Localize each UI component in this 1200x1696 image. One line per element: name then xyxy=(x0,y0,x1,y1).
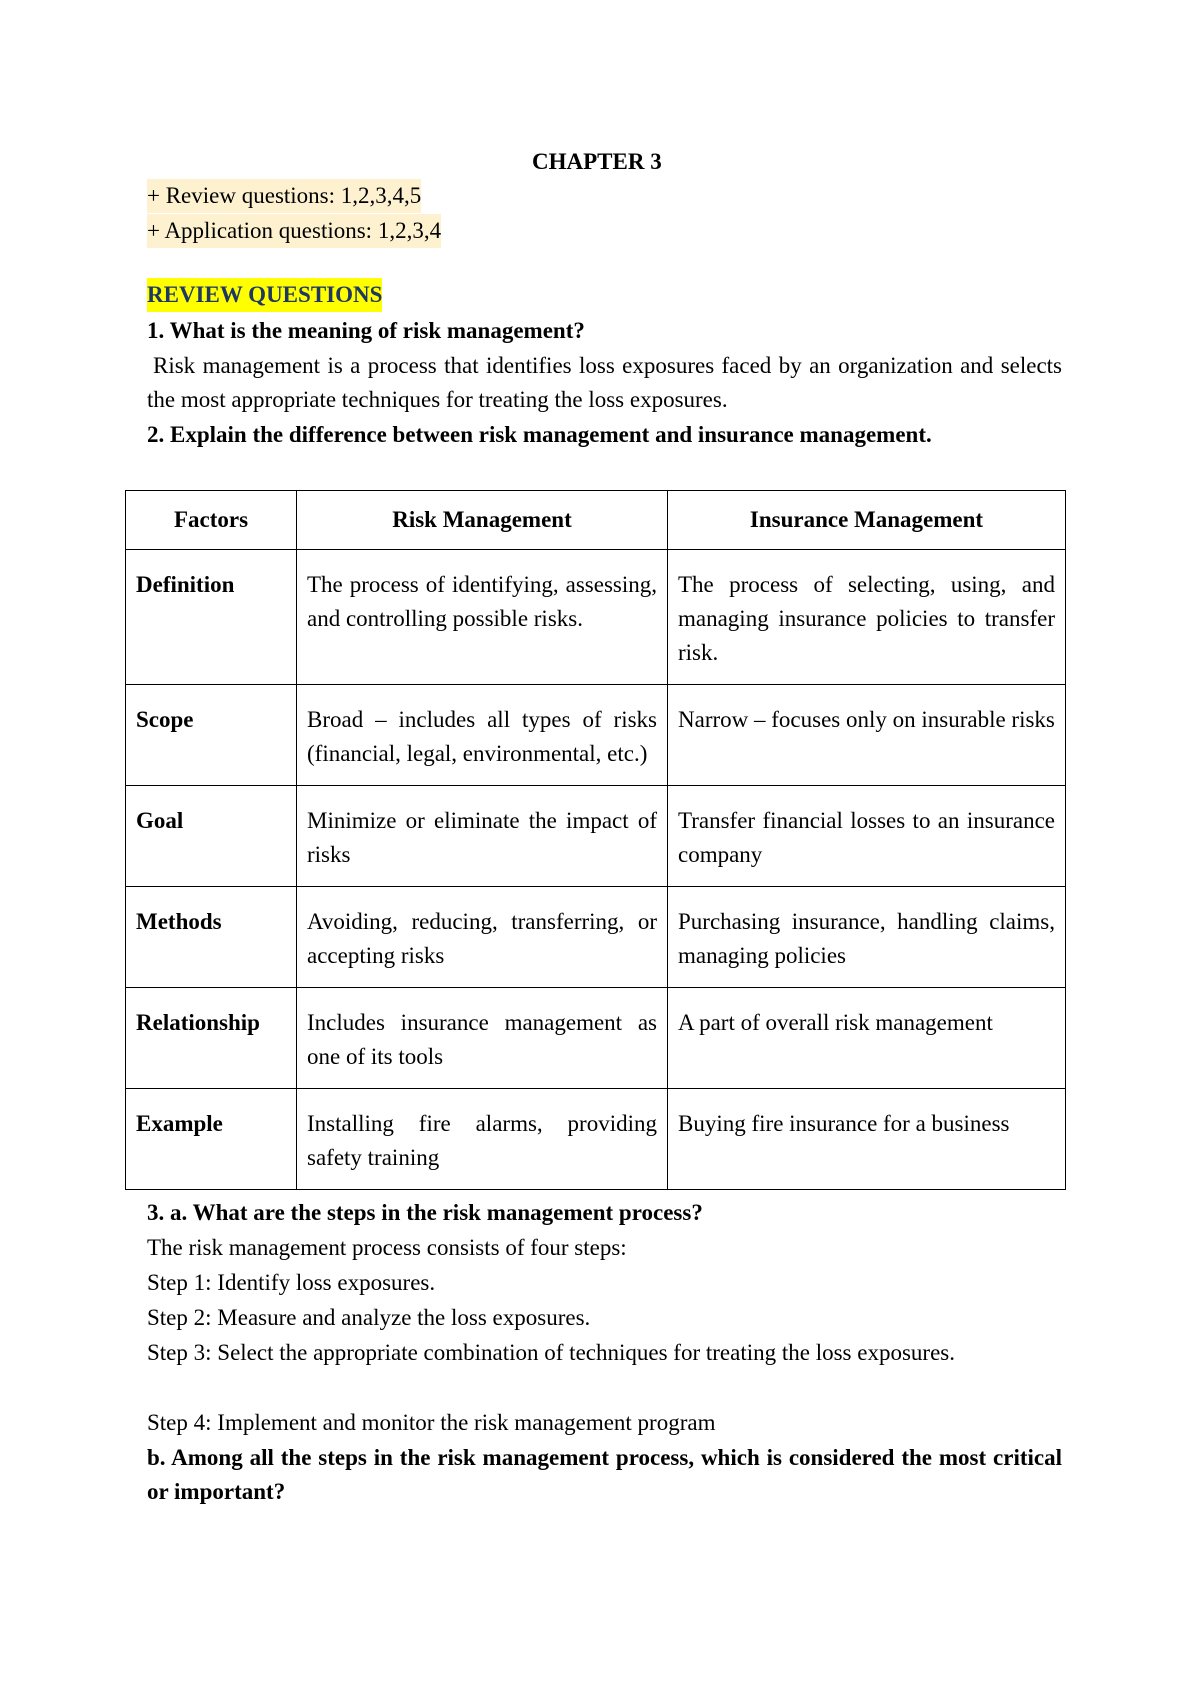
factor-cell: Methods xyxy=(126,887,297,988)
insurance-cell: A part of overall risk management xyxy=(668,988,1066,1089)
table-row xyxy=(126,685,1066,786)
table-row xyxy=(126,550,1066,685)
insurance-cell: Buying fire insurance for a business xyxy=(668,1089,1066,1190)
factor-cell: Scope xyxy=(126,685,297,786)
risk-cell: The process of identifying, assessing, and controlling possible risks. xyxy=(297,550,668,685)
table-row xyxy=(126,988,1066,1089)
header-risk-management: Risk Management xyxy=(297,491,668,550)
factor-cell: Example xyxy=(126,1089,297,1190)
factor-cell: Definition xyxy=(126,550,297,685)
insurance-cell: The process of selecting, using, and managing insurance policies to transfer risk. xyxy=(668,550,1066,685)
step-1: Step 1: Identify loss exposures. xyxy=(147,1270,436,1295)
header-factors: Factors xyxy=(126,491,297,550)
factor-cell: Relationship xyxy=(126,988,297,1089)
review-questions-line: + Review questions: 1,2,3,4,5 xyxy=(147,179,421,213)
risk-cell: Avoiding, reducing, transferring, or accepting risks xyxy=(297,887,668,988)
risk-cell: Minimize or eliminate the impact of risks xyxy=(297,786,668,887)
insurance-cell: Purchasing insurance, handling claims, managing policies xyxy=(668,887,1066,988)
question-2: 2. Explain the difference between risk management and insurance management. xyxy=(147,422,932,447)
question-3a: 3. a. What are the steps in the risk management process? xyxy=(147,1200,703,1225)
risk-cell: Includes insurance management as one of its tools xyxy=(297,988,668,1089)
table-row xyxy=(126,1089,1066,1190)
step-2: Step 2: Measure and analyze the loss exposures. xyxy=(147,1305,591,1330)
comparison-table xyxy=(125,490,1066,1190)
question-3b: b. Among all the steps in the risk management process, which is considered the most critical or important? xyxy=(147,1445,1062,1504)
answer-1: Risk management is a process that identifies loss exposures faced by an organization and selects the most appropriate techniques for treating the loss exposures. xyxy=(147,353,1062,412)
insurance-cell: Transfer financial losses to an insurance company xyxy=(668,786,1066,887)
application-questions-line: + Application questions: 1,2,3,4 xyxy=(147,214,441,248)
chapter-title: CHAPTER 3 xyxy=(532,149,662,174)
step-4: Step 4: Implement and monitor the risk management program xyxy=(147,1410,716,1435)
table-header-row xyxy=(126,491,1066,550)
question-1: 1. What is the meaning of risk management? xyxy=(147,318,585,343)
risk-cell: Broad – includes all types of risks (financial, legal, environmental, etc.) xyxy=(297,685,668,786)
steps-intro: The risk management process consists of four steps: xyxy=(147,1235,627,1260)
insurance-cell: Narrow – focuses only on insurable risks xyxy=(668,685,1066,786)
table-row xyxy=(126,786,1066,887)
step-3: Step 3: Select the appropriate combination of techniques for treating the loss exposures. xyxy=(147,1340,955,1365)
table-row xyxy=(126,887,1066,988)
risk-cell: Installing fire alarms, providing safety training xyxy=(297,1089,668,1190)
header-insurance-management: Insurance Management xyxy=(668,491,1066,550)
factor-cell: Goal xyxy=(126,786,297,887)
review-questions-heading: REVIEW QUESTIONS xyxy=(147,278,382,312)
